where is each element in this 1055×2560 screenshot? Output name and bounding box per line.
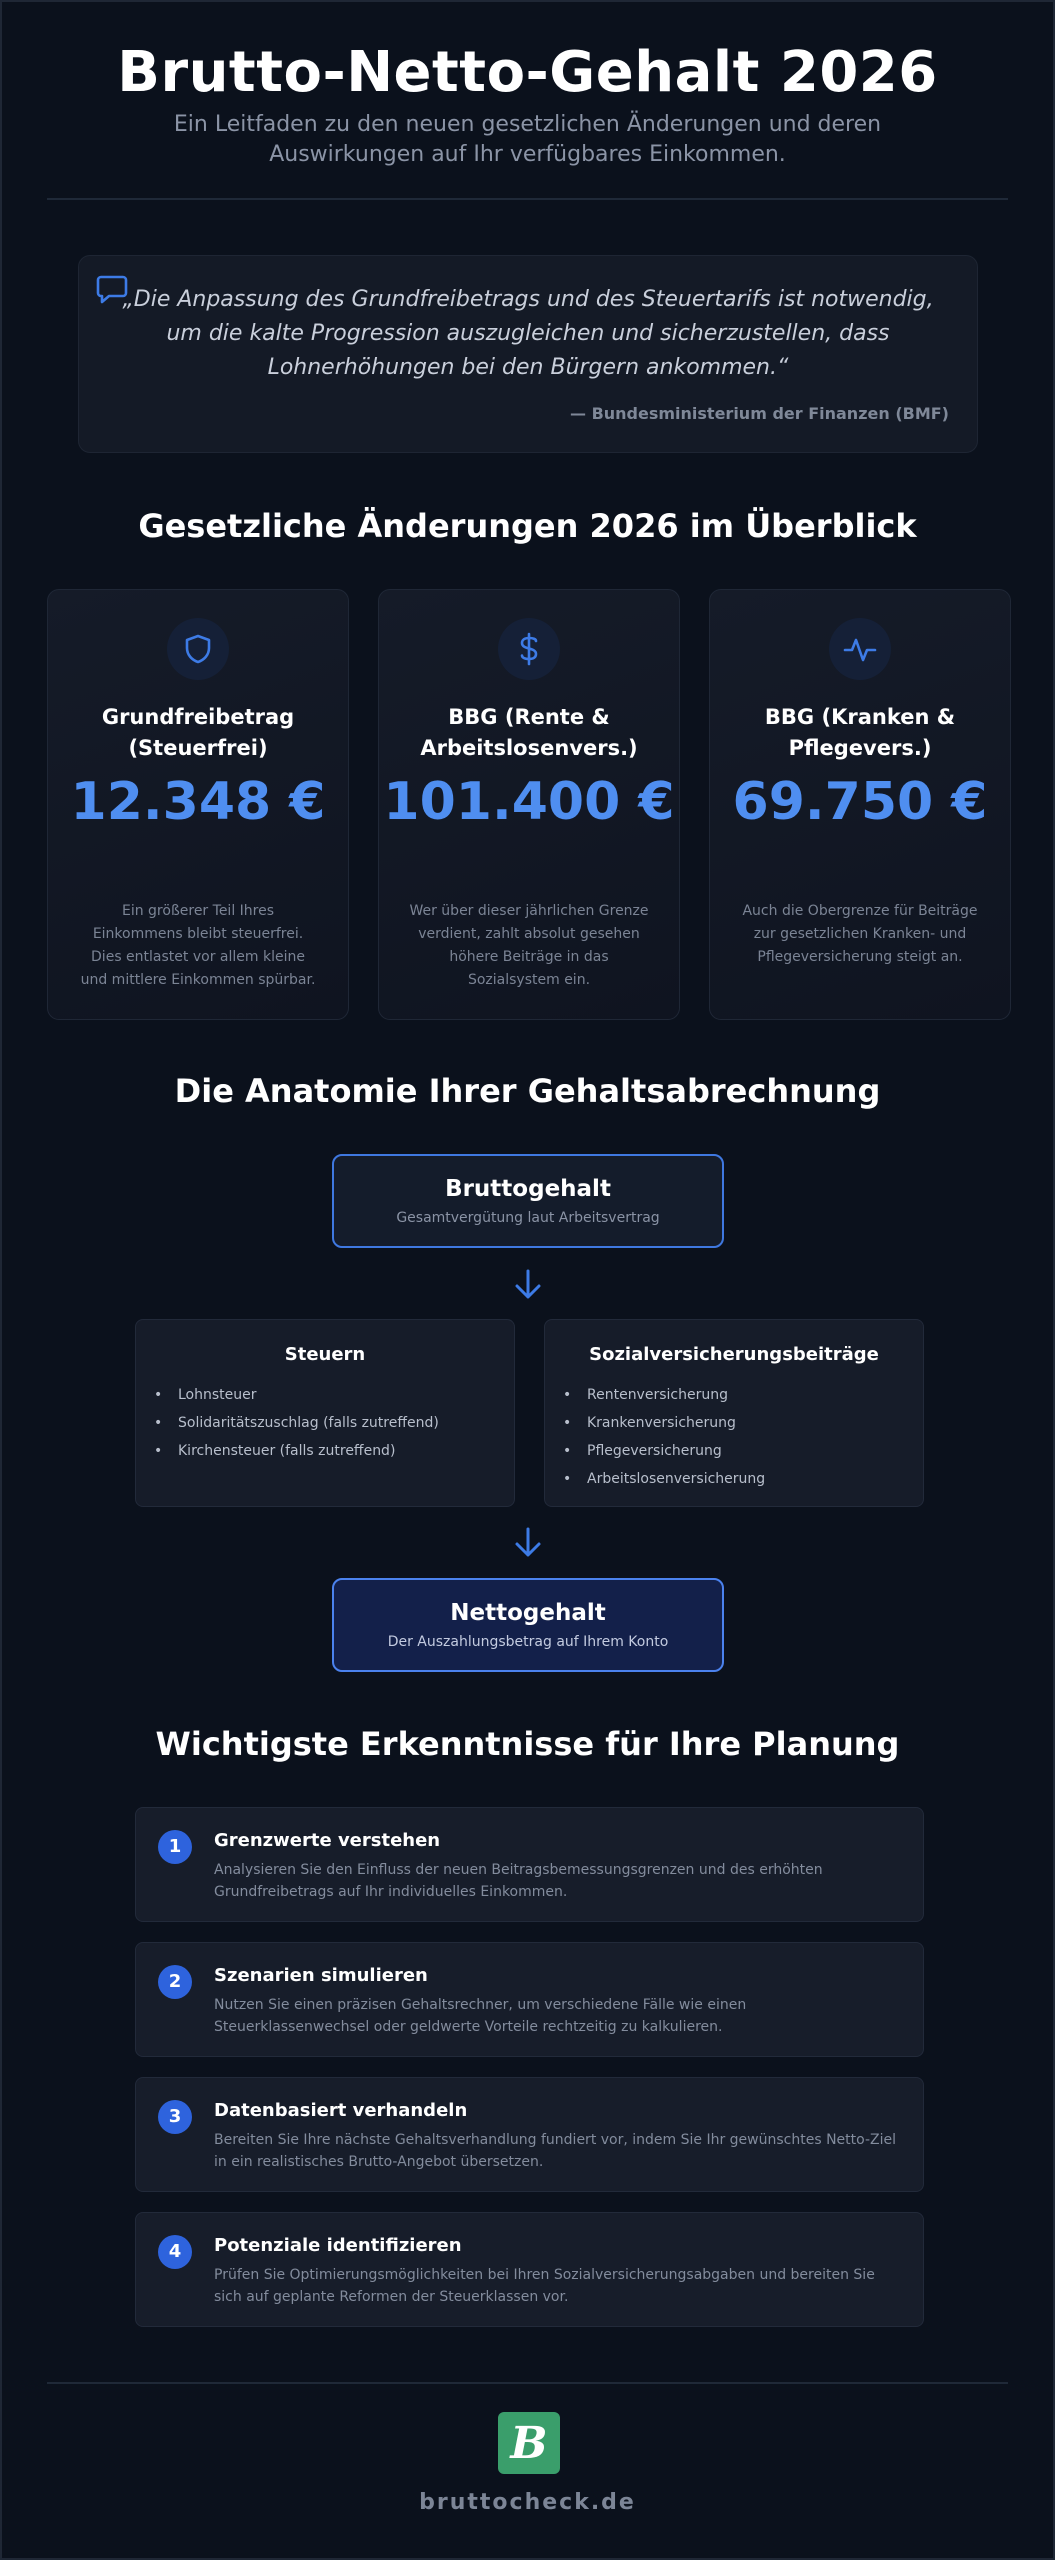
net-title: Nettogehalt [450, 1600, 606, 1626]
list-item: • Arbeitslosenversicherung [563, 1465, 923, 1493]
card-value: 101.400 € [383, 772, 675, 832]
step-title: Potenziale identifizieren [214, 2235, 462, 2256]
list-item: • Lohnsteuer [154, 1381, 514, 1409]
card-description: Auch die Obergrenze für Beiträge zur gesetzlichen Kranken- und Pflegeversicherung steigt an. [742, 903, 978, 965]
site-link[interactable]: bruttocheck.de [419, 2490, 636, 2515]
step-description: Nutzen Sie einen präzisen Gehaltsrechner, um verschiedene Fälle wie einen Steuerklassenwechsel oder geldwerte Vorteile rechtzeitig zu kalkulieren. [214, 1997, 747, 2035]
card-grundfreibetrag [47, 589, 349, 1020]
step-description: Bereiten Sie Ihre nächste Gehaltsverhandlung fundiert vor, indem Sie Ihr gewünschtes Netto-Ziel in ein realistisches Brutto-Angebot übersetzen. [214, 2132, 896, 2170]
pulse-icon [843, 634, 877, 664]
list-item: • Krankenversicherung [563, 1409, 923, 1437]
card-bbg-kranken [709, 589, 1011, 1020]
taxes-panel [135, 1319, 515, 1507]
step-title: Szenarien simulieren [214, 1965, 428, 1986]
gross-subtitle: Gesamtvergütung laut Arbeitsvertrag [396, 1210, 660, 1226]
card-description: Wer über dieser jährlichen Grenze verdient, zahlt absolut gesehen höhere Beiträge in das Sozialsystem ein. [409, 903, 649, 988]
step-title: Grenzwerte verstehen [214, 1830, 441, 1851]
divider [47, 198, 1008, 200]
arrow-down-icon [512, 1526, 544, 1560]
card-value: 12.348 € [70, 772, 326, 832]
step-number: 3 [158, 2100, 192, 2134]
net-subtitle: Der Auszahlungsbetrag auf Ihrem Konto [387, 1634, 669, 1650]
insight-step [135, 1807, 924, 1922]
list-item: • Rentenversicherung [563, 1381, 923, 1409]
list-item: • Pflegeversicherung [563, 1437, 923, 1465]
quote-source: — Bundesministerium der Finanzen (BMF) [570, 404, 949, 423]
card-description: Ein größerer Teil Ihres Einkommens bleibt steuerfrei. Dies entlastet vor allem kleine und mittlere Einkommen spürbar. [80, 903, 316, 988]
anatomy-heading: Die Anatomie Ihrer Gehaltsabrechnung [174, 1072, 881, 1110]
card-title: BBG (Rente & Arbeitslosenvers.) [420, 705, 638, 760]
step-description: Prüfen Sie Optimierungsmöglichkeiten bei Ihren Sozialversicherungsabgaben und bereiten Sie sich auf geplante Reformen der Steuerklassen vor. [214, 2267, 875, 2305]
brand-logo[interactable]: B [498, 2412, 560, 2474]
list-item: • Solidaritätszuschlag (falls zutreffend) [154, 1409, 514, 1437]
insight-step [135, 1942, 924, 2057]
insight-step [135, 2212, 924, 2327]
card-title: BBG (Kranken & Pflegevers.) [764, 705, 956, 760]
dollar-icon [514, 632, 544, 666]
page-subtitle: Ein Leitfaden zu den neuen gesetzlichen Änderungen und deren Auswirkungen auf Ihr verfügbares Einkommen. [173, 112, 882, 167]
shield-icon [183, 633, 213, 665]
insights-heading: Wichtigste Erkenntnisse für Ihre Planung [155, 1725, 900, 1763]
card-value: 69.750 € [732, 772, 988, 832]
insight-step [135, 2077, 924, 2192]
taxes-title: Steuern [284, 1344, 366, 1365]
page-title: Brutto-Netto-Gehalt 2026 [117, 40, 938, 105]
net-salary-box [332, 1578, 724, 1672]
arrow-down-icon [512, 1268, 544, 1302]
step-number: 4 [158, 2235, 192, 2269]
quote-text: „Die Anpassung des Grundfreibetrags und des Steuertarifs ist notwendig, um die kalte Progression auszugleichen und sicherzustellen, dass Lohnerhöhungen bei den Bürgern ankommen.“ [122, 287, 934, 380]
gross-title: Bruttogehalt [445, 1176, 611, 1202]
card-bbg-rente [378, 589, 680, 1020]
step-title: Datenbasiert verhandeln [214, 2100, 468, 2121]
step-description: Analysieren Sie den Einfluss der neuen Beitragsbemessungsgrenzen und des erhöhten Grundfreibetrags auf Ihr individuelles Einkommen. [214, 1862, 823, 1900]
list-item: • Kirchensteuer (falls zutreffend) [154, 1437, 514, 1465]
divider [47, 2382, 1008, 2384]
card-title: Grundfreibetrag (Steuerfrei) [101, 705, 295, 760]
step-number: 2 [158, 1965, 192, 1999]
social-panel [544, 1319, 924, 1507]
social-title: Sozialversicherungsbeiträge [589, 1344, 879, 1365]
gross-salary-box [332, 1154, 724, 1248]
step-number: 1 [158, 1830, 192, 1864]
overview-heading: Gesetzliche Änderungen 2026 im Überblick [138, 507, 917, 545]
quote-box [78, 255, 978, 453]
